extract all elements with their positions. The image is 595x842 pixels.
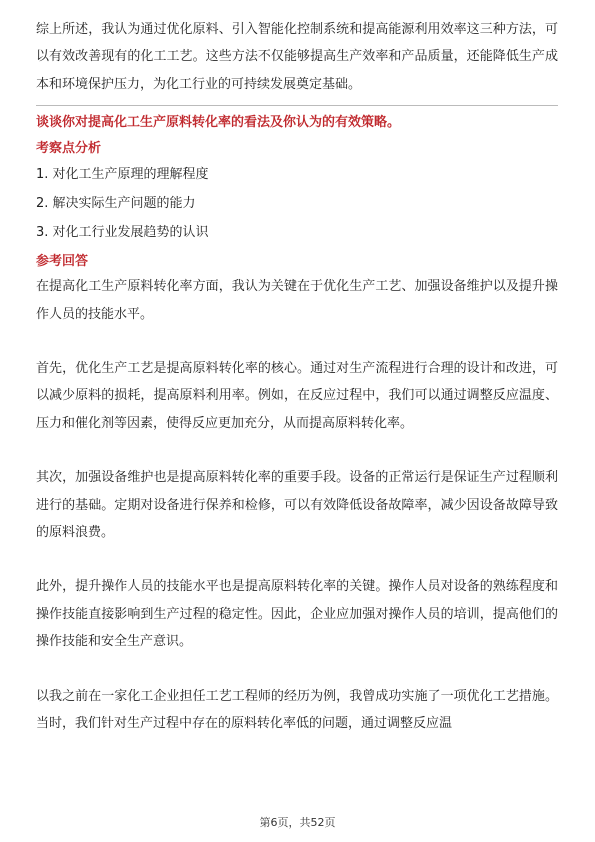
- page-number: 第6页，共52页: [259, 816, 336, 829]
- answer-paragraph: 首先，优化生产工艺是提高原料转化率的核心。通过对生产流程进行合理的设计和改进，可以减少原料的损耗，提高原料利用率。例如，在反应过程中，我们可以通过调整反应温度、压力和催化剂等因素，使得反应更加充分，从而提高原料转化率。: [36, 361, 558, 431]
- analysis-item: 1. 对化工生产原理的理解程度: [36, 167, 209, 183]
- answer-paragraph: 在提高化工生产原料转化率方面，我认为关键在于优化生产工艺、加强设备维护以及提升操作人员的技能水平。: [36, 279, 558, 322]
- paragraph-gap: [36, 546, 558, 573]
- answer-heading: 参考回答: [36, 254, 89, 270]
- answer-paragraph: 以我之前在一家化工企业担任工艺工程师的经历为例，我曾成功实施了一项优化工艺措施。当时，我们针对生产过程中存在的原料转化率低的问题，通过调整反应温: [36, 688, 558, 732]
- paragraph-gap: [36, 437, 558, 464]
- paragraph-gap: [36, 328, 558, 355]
- answer-paragraph: 此外，提升操作人员的技能水平也是提高原料转化率的关键。操作人员对设备的熟练程度和操作技能直接影响到生产过程的稳定性。因此，企业应加强对操作人员的培训，提高他们的操作技能和安全生产意识。: [36, 579, 558, 650]
- section-divider: [36, 105, 558, 106]
- interview-question: 谈谈你对提高化工生产原料转化率的看法及你认为的有效策略。: [36, 115, 401, 131]
- analysis-item: 2. 解决实际生产问题的能力: [36, 196, 196, 212]
- paragraph-gap: [36, 656, 558, 683]
- page-content: [36, 16, 558, 738]
- answer-paragraph: 其次，加强设备维护也是提高原料转化率的重要手段。设备的正常运行是保证生产过程顺利进行的基础。定期对设备进行保养和检修，可以有效降低设备故障率，减少因设备故障导致的原料浪费。: [36, 470, 558, 541]
- conclusion-paragraph: 综上所述，我认为通过优化原料、引入智能化控制系统和提高能源利用效率这三种方法，可以有效改善现有的化工工艺。这些方法不仅能够提高生产效率和产品质量，还能降低生产成本和环境保护压力，为化工行业的可持续发展奠定基础。: [36, 22, 558, 92]
- analysis-item: 3. 对化工行业发展趋势的认识: [36, 225, 209, 241]
- analysis-heading: 考察点分析: [36, 141, 102, 157]
